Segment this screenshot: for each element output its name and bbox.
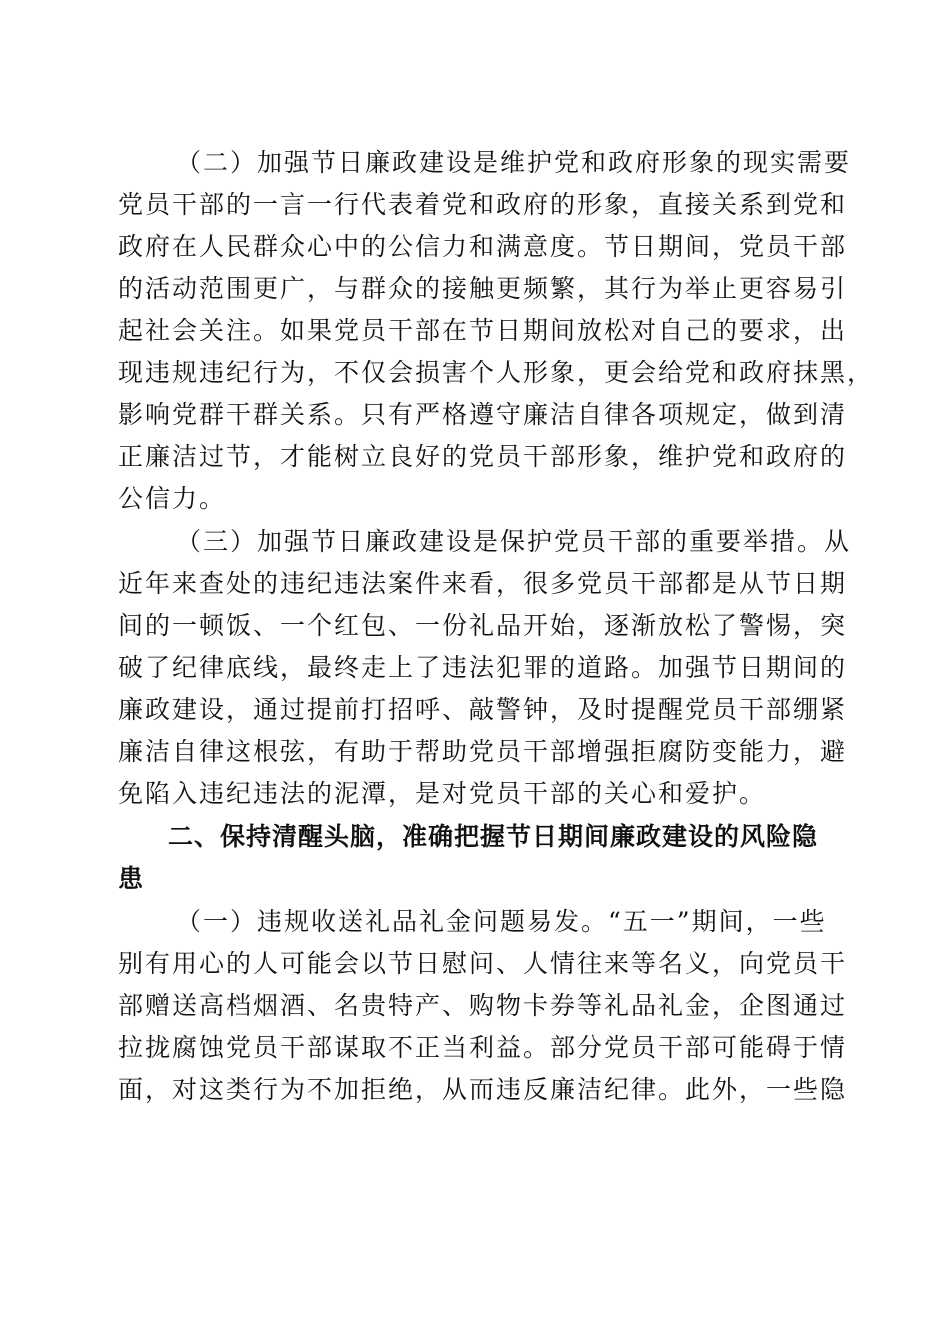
text-line: 近年来查处的违纪违法案件来看，很多党员干部都是从节日期 [118, 569, 848, 598]
text-line: （三）加强节日廉政建设是保护党员干部的重要举措。从 [176, 527, 852, 556]
text-line: 影响党群干群关系。只有严格遵守廉洁自律各项规定，做到清 [118, 400, 848, 429]
paragraph-2-title [118, 143, 852, 182]
text-line: （一）违规收送礼品礼金问题易发。“五一”期间，一些 [176, 907, 827, 936]
heading-line: 二、保持清醒头脑，准确把握节日期间廉政建设的风险隐 [168, 822, 819, 851]
text-line: 现违规违纪行为，不仅会损害个人形象，更会给党和政府抹黑， [118, 358, 875, 387]
text-line: 破了纪律底线，最终走上了违法犯罪的道路。加强节日期间的 [118, 653, 848, 682]
text-line: 党员干部的一言一行代表着党和政府的形象，直接关系到党和 [118, 190, 848, 219]
text-line: 的活动范围更广，与群众的接触更频繁，其行为举止更容易引 [118, 274, 848, 303]
text-line: 正廉洁过节，才能树立良好的党员干部形象，维护党和政府的 [118, 442, 848, 471]
paragraph-3 [118, 522, 852, 813]
paragraph-4 [118, 902, 848, 1109]
text-line: 公信力。 [118, 484, 227, 513]
text-line: 廉政建设，通过提前打招呼、敲警钟，及时提醒党员干部绷紧 [118, 695, 848, 724]
text-line: 面，对这类行为不加拒绝，从而违反廉洁纪律。此外，一些隐 [118, 1075, 848, 1104]
text-line: 间的一顿饭、一个红包、一份礼品开始，逐渐放松了警惕，突 [118, 611, 848, 640]
document-page [118, 143, 875, 1109]
text-line: 政府在人民群众心中的公信力和满意度。节日期间，党员干部 [118, 232, 848, 261]
text-line: 免陷入违纪违法的泥潭，是对党员干部的关心和爱护。 [118, 779, 767, 808]
text-line: 部赠送高档烟酒、名贵特产、购物卡券等礼品礼金，企图通过 [118, 991, 848, 1020]
text-line: 廉洁自律这根弦，有助于帮助党员干部增强拒腐防变能力，避 [118, 737, 848, 766]
text-line: 拉拢腐蚀党员干部谋取不正当利益。部分党员干部可能碍于情 [118, 1033, 848, 1062]
text-line: （二）加强节日廉政建设是维护党和政府形象的现实需要 [176, 148, 852, 177]
heading-line: 患 [118, 864, 145, 893]
paragraph-2-body [118, 185, 875, 518]
section-heading-2 [118, 817, 833, 898]
text-line: 起社会关注。如果党员干部在节日期间放松对自己的要求，出 [118, 316, 848, 345]
text-line: 别有用心的人可能会以节日慰问、人情往来等名义，向党员干 [118, 949, 848, 978]
